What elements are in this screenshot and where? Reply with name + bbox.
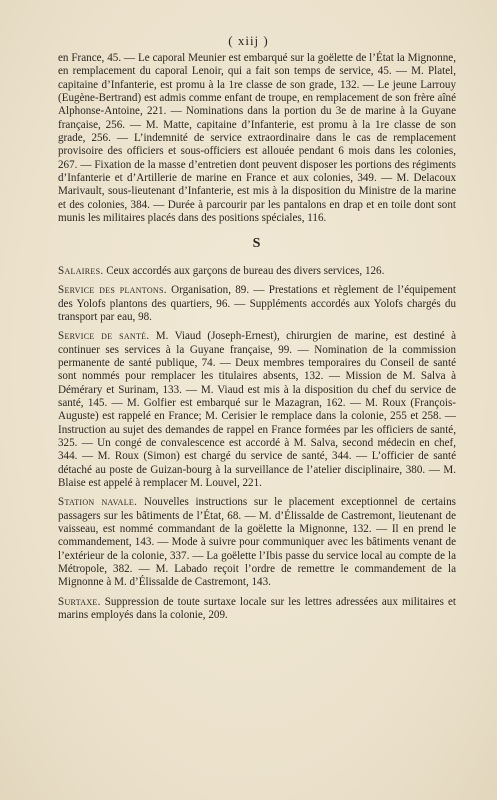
index-entry-surtaxe: [58, 596, 456, 623]
page-number: ( xiij ): [228, 33, 269, 48]
entry-term: Station navale.: [58, 496, 138, 509]
entry-text: Ceux accordés aux garçons de bureau des divers services, 126.: [103, 264, 385, 277]
index-entry-salaires: [58, 265, 456, 278]
index-entry-service-des-plantons: [58, 284, 456, 324]
entry-term: Salaires.: [58, 264, 104, 277]
entry-text: Suppression de toute surtaxe locale sur les lettres adressées aux militaires et marins employés dans la colonie, 209.: [58, 595, 456, 622]
entry-term: Surtaxe.: [58, 595, 101, 608]
entry-text: Organisation, 89. — Prestations et règlement de l’équipement des Yolofs plantons des quartiers, 96. — Suppléments accordés aux Yolofs chargés du transport par eau, 98.: [58, 284, 456, 323]
entry-term: Service de santé.: [58, 330, 150, 343]
section-letter: S: [252, 236, 262, 252]
index-content: [58, 52, 456, 628]
index-entry-service-de-sante: [58, 330, 456, 490]
continued-paragraph: en France, 45. — Le caporal Meunier est embarqué sur la goëlette de l’État la Mignonne, en remplacement du caporal Lenoir, qui a fait son temps de service, 45. — M. Platel, capitaine d’Infanterie, est promu à la 1re classe de son grade, 132. — Le jeune Larrouy (Eugène-Bertrand) est admis comme enfant de troupe, en remplacement de son frère aîné Alphonse-Antoine, 221. — Nominations dans la portion du 3e de marine à la Guyane française, 256. — M. Matte, capitaine d’Infanterie, est promu à la 1re classe de son grade, 256. — L’indemnité de service extraordinaire dans le cas de remplacement provisoire des officiers et sous-officiers est allouée pendant 6 mois dans les colonies, 267. — Fixation de la masse d’entretien dont peuvent disposer les portions des régiments d’Infanterie et d’Artillerie de marine en France et aux colonies, 349. — M. Delacoux Marivault, sous-lieutenant d’Infanterie, est mis à la disposition du Ministre de la marine et des colonies, 384. — Durée à parcourir par les pantalons en drap et en toile dont sont munis les militaires placés dans des positions spéciales, 116.: [58, 52, 456, 225]
entry-term: Service des plantons.: [58, 284, 167, 297]
entry-text: Nouvelles instructions sur le placement exceptionnel de certains passagers sur les bâtiments de l’État, 68. — M. d’Élissalde de Castremont, lieutenant de vaisseau, est nommé commandant de la goëlette la Mignonne, 132. — Il en prend le commandement, 143. — Mode à suivre pour communiquer avec les bâtiments venant de l’extérieur de la colonie, 337. — La goëlette l’Ibis passe du service local au compte de la Métropole, 382. — M. Labado reçoit l’ordre de remettre le commandement de la Mignonne à M. d’Élissalde de Castremont, 143.: [58, 496, 456, 589]
entry-text: M. Viaud (Joseph-Ernest), chirurgien de marine, est destiné à continuer ses services à la Guyane française, 99. — Nomination de la commission permanente de santé publique, 74. — Deux membres temporaires du Conseil de santé sont nommés pour remplacer les titulaires absents, 132. — Mission de M. Salva à Démérary et Surinam, 133. — M. Viaud est mis à la disposition du chef du service de santé, 145. — M. Golfier est embarqué sur le Mazagran, 162. — M. Roux (François-Auguste) est rappelé en France; M. Cerisier le remplace dans la colonie, 255 et 258. — Instruction au sujet des demandes de rappel en France formées par les officiers de santé, 325. — Un congé de convalescence est accordé à M. Salva, second médecin en chef, 344. — M. Roux (Simon) est chargé du service de santé, 344. — L’officier de santé détaché au poste de Guizan-bourg à la surveillance de l’atelier disciplinaire, 380. — M. Blaise est appelé à remplacer M. Louvel, 221.: [58, 330, 456, 489]
index-entry-station-navale: [58, 496, 456, 589]
